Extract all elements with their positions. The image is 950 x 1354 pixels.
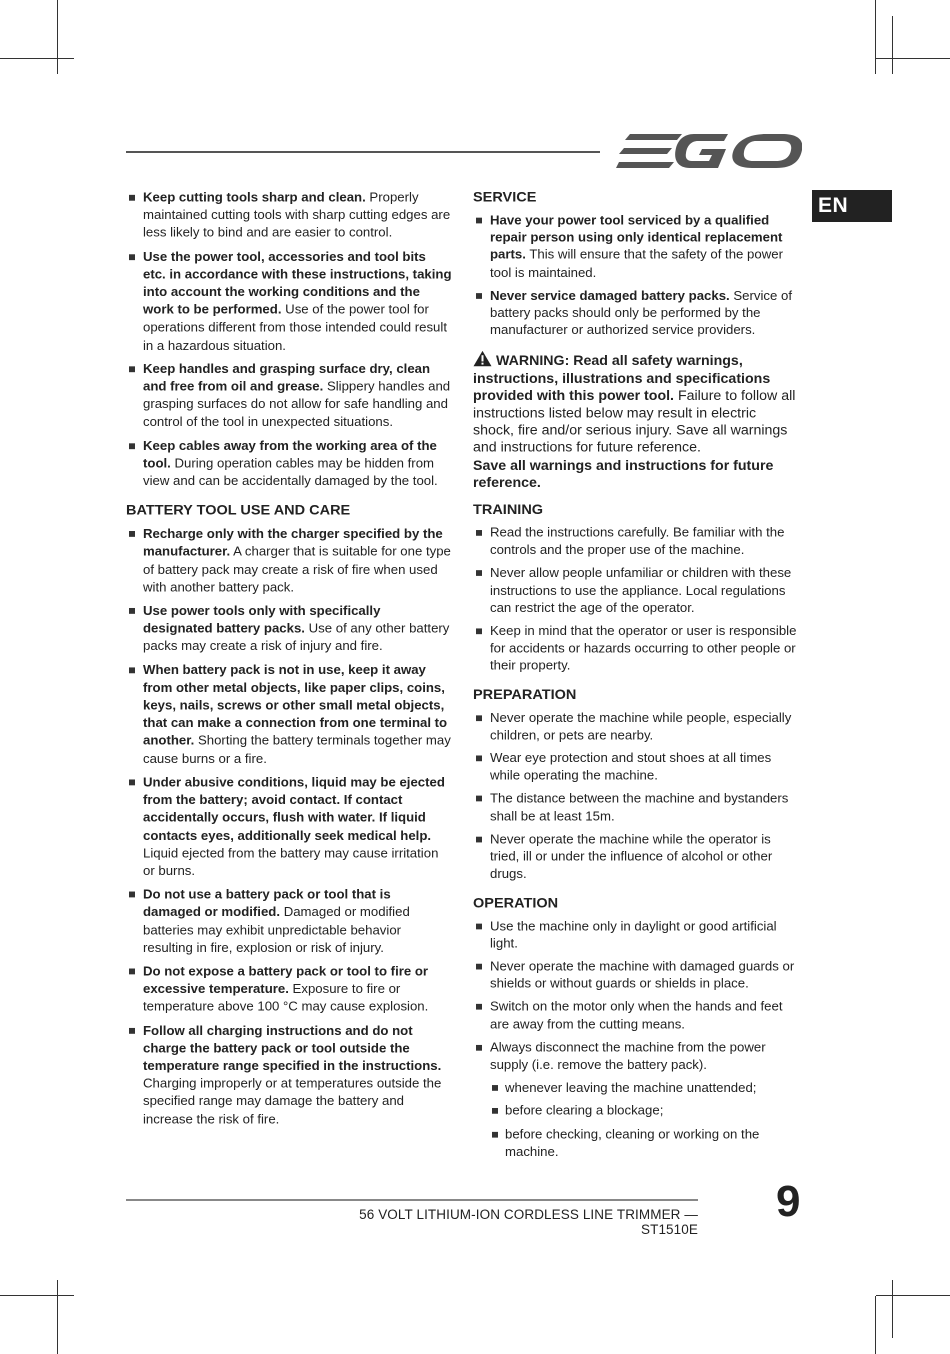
warning-label: WARNING: (496, 353, 570, 369)
list-item: Keep in mind that the operator or user is responsible for accidents or hazards occurring to other people or their property. (473, 623, 799, 675)
training-list (473, 524, 799, 675)
crop-mark (0, 1295, 74, 1296)
warning-block: WARNING: Read all safety warnings, instructions, illustrations and specifications provided with this power tool. Failure to follow all instructions listed below may result in electric shock, fire and/or serious injury. Save all warnings and instructions for future reference. Save all warnings and instructions for future reference. (473, 351, 799, 492)
list-item: Keep cables away from the working area of the tool. During operation cables may be hidden from view and can be accidentally damaged by the tool. (126, 437, 452, 490)
list-item: Use the machine only in daylight or good artificial light. (473, 917, 799, 952)
list-item: Never operate the machine while people, especially children, or pets are nearby. (473, 709, 799, 744)
list-item: Do not use a battery pack or tool that is damaged or modified. Damaged or modified batteries may exhibit unpredictable behavior resulting in fire, explosion or risk of injury. (126, 886, 452, 957)
list-item: Switch on the motor only when the hands and feet are away from the cutting means. (473, 998, 799, 1033)
list-item: The distance between the machine and bystanders shall be at least 15m. (473, 790, 799, 825)
list-item: Keep handles and grasping surface dry, clean and free from oil and grease. Slippery handles and grasping surfaces do not allow for safe handling and control of the tool in unexpected situations. (126, 360, 452, 431)
list-item: When battery pack is not in use, keep it away from other metal objects, like paper clips, coins, keys, nails, screws or other small metal objects, that can make a connection from one terminal to another. Shorting the battery terminals together may cause burns or a fire. (126, 661, 452, 767)
list-item: Never allow people unfamiliar or children with these instructions to use the appliance. Local regulations can restrict the age of the operator. (473, 565, 799, 617)
crop-mark (57, 0, 58, 74)
operation-list (473, 917, 799, 1160)
list-item: Wear eye protection and stout shoes at all times while operating the machine. (473, 750, 799, 785)
list-item: Never operate the machine with damaged guards or shields or without guards or shields in place. (473, 958, 799, 993)
warning-save-note: Save all warnings and instructions for future reference. (473, 458, 774, 491)
service-list (473, 212, 799, 339)
service-section-title: SERVICE (473, 189, 537, 206)
operation-sublist (490, 1079, 799, 1160)
sub-list-item: whenever leaving the machine unattended; (490, 1079, 799, 1096)
list-item: Never service damaged battery packs. Service of battery packs should only be performed by the manufacturer or authorized service providers. (473, 287, 799, 339)
crop-mark (875, 0, 876, 74)
crop-mark (876, 1295, 950, 1296)
footer-rule (126, 1199, 698, 1201)
list-item: Under abusive conditions, liquid may be ejected from the battery; avoid contact. If contact accidentally occurs, flush with water. If liquid contacts eyes, additionally seek medical help. Liquid ejected from the battery may cause irritation or burns. (126, 774, 452, 880)
crop-mark (0, 58, 74, 59)
list-item: Use the power tool, accessories and tool bits etc. in accordance with these instructions, taking into account the working conditions and the work to be performed. Use of the power tool for operations different from those intended could result in a hazardous situation. (126, 248, 452, 354)
list-item: Keep cutting tools sharp and clean. Properly maintained cutting tools with sharp cutting edges are less likely to bind and are easier to control. (126, 189, 452, 242)
crop-mark (875, 1296, 876, 1354)
warning-triangle-icon (473, 351, 492, 367)
language-tab: EN (812, 190, 892, 222)
sub-list-item: before clearing a blockage; (490, 1103, 799, 1120)
battery-section-title: BATTERY TOOL USE AND CARE (126, 502, 351, 519)
list-item: Always disconnect the machine from the power supply (i.e. remove the battery pack). whenever leaving the machine unattended; before clearing a blockage; before checking, cleaning or working on the machine. (473, 1039, 799, 1161)
ego-logo (616, 128, 802, 174)
preparation-list (473, 709, 799, 883)
logo-text: EGO (616, 128, 619, 129)
right-column (473, 189, 799, 1172)
header-rule (126, 151, 600, 153)
general-safety-list (126, 189, 452, 490)
preparation-section-title: PREPARATION (473, 687, 577, 703)
list-item: Recharge only with the charger specified by the manufacturer. A charger that is suitable for one type of battery pack may create a risk of fire when used with another battery pack. (126, 525, 452, 596)
crop-mark (57, 1280, 58, 1354)
crop-mark (892, 1280, 893, 1338)
training-section-title: TRAINING (473, 502, 544, 518)
list-item: Do not expose a battery pack or tool to fire or excessive temperature. Exposure to fire or temperature above 100 °C may cause explosion. (126, 963, 452, 1016)
sub-list-item: before checking, cleaning or working on the machine. (490, 1126, 799, 1161)
left-column (126, 189, 452, 1140)
operation-section-title: OPERATION (473, 895, 559, 911)
list-item: Follow all charging instructions and do not charge the battery pack or tool outside the temperature range specified in the instructions. Charging improperly or at temperatures outside the specified range may damage the battery and increase the risk of fire. (126, 1022, 452, 1128)
list-item: Use power tools only with specifically designated battery packs. Use of any other battery packs may create a risk of injury and fire. (126, 602, 452, 655)
crop-mark (876, 58, 950, 59)
list-item: Read the instructions carefully. Be familiar with the controls and the proper use of the machine. (473, 524, 799, 559)
page-number: 9 (776, 1177, 801, 1226)
list-item: Never operate the machine while the operator is tried, ill or under the influence of alcohol or other drugs. (473, 831, 799, 883)
battery-list (126, 525, 452, 1128)
list-item: Have your power tool serviced by a qualified repair person using only identical replacement parts. This will ensure that the safety of the power tool is maintained. (473, 212, 799, 282)
crop-mark (892, 16, 893, 74)
footer-product-title: 56 VOLT LITHIUM-ION CORDLESS LINE TRIMMER — ST1510E (359, 1207, 698, 1237)
